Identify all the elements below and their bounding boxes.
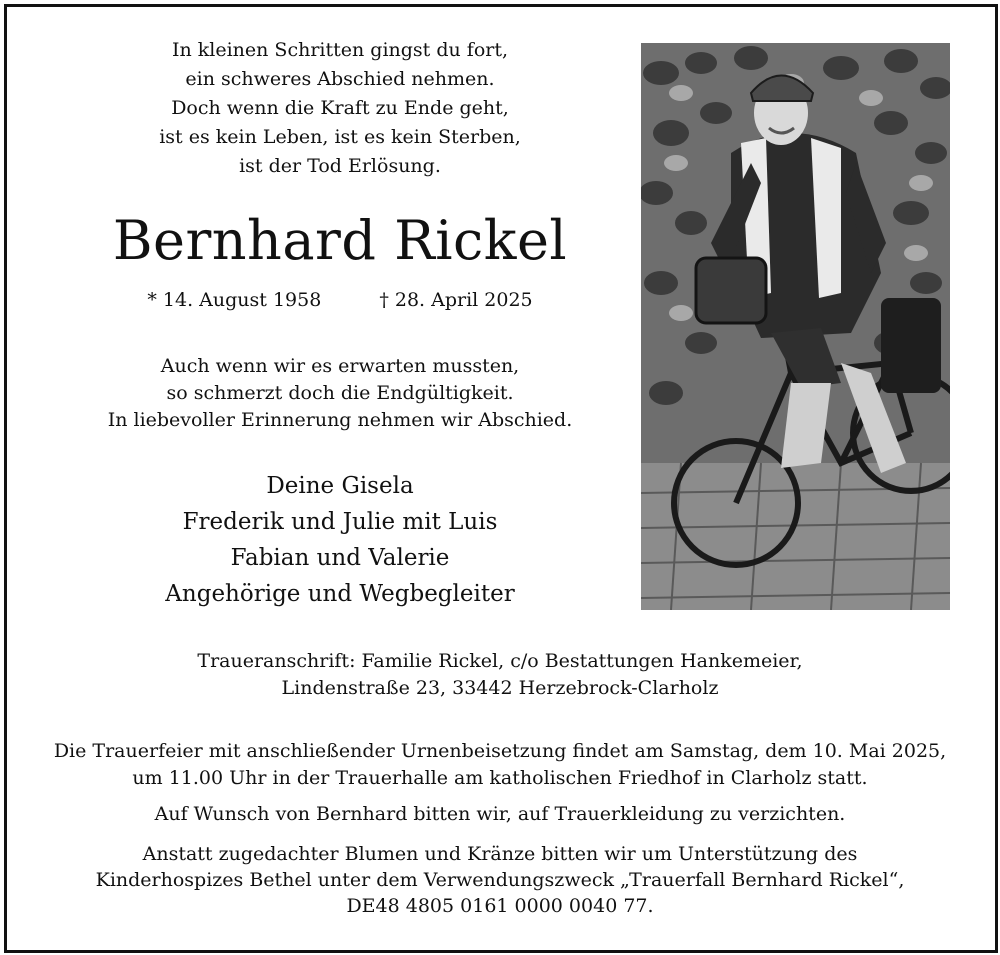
poem [60,36,620,181]
poem-line: ein schweres Abschied nehmen. [185,68,495,90]
donation-line: Anstatt zugedachter Blumen und Kränze bitten wir um Unterstützung des [142,843,858,865]
mourner: Angehörige und Wegbegleiter [165,581,515,607]
ceremony-info [20,738,980,792]
mourner: Frederik und Julie mit Luis [182,509,498,535]
dress-code-note: Auf Wunsch von Bernhard bitten wir, auf Trauerkleidung zu verzichten. [154,803,846,825]
mourner: Fabian und Valerie [230,545,450,571]
ceremony-line: Die Trauerfeier mit anschließender Urnenbeisetzung findet am Samstag, dem 10. Mai 2025, [53,740,947,762]
mourner: Deine Gisela [266,473,414,499]
address-line: Lindenstraße 23, 33442 Herzebrock-Clarholz [281,677,719,699]
life-dates [60,285,620,315]
poem-line: Doch wenn die Kraft zu Ende geht, [171,97,509,119]
deceased-name: Bernhard Rickel [112,209,568,272]
message-line: In liebevoller Erinnerung nehmen wir Abschied. [107,409,573,431]
ceremony-line: um 11.00 Uhr in der Trauerhalle am katholischen Friedhof in Clarholz statt. [132,767,868,789]
farewell-message [40,353,640,434]
message-line: Auch wenn wir es erwarten mussten, [160,355,520,377]
address-line: Traueranschrift: Familie Rickel, c/o Bestattungen Hankemeier, [197,650,803,672]
death-date: † 28. April 2025 [379,289,533,311]
birth-date: * 14. August 1958 [147,289,322,311]
mourners-list [60,468,620,612]
poem-line: In kleinen Schritten gingst du fort, [171,39,509,61]
portrait-photo [641,43,950,610]
donation-line: Kinderhospizes Bethel unter dem Verwendungszweck „Trauerfall Bernhard Rickel“, [95,869,905,891]
mourning-address [40,648,960,702]
iban: DE48 4805 0161 0000 0040 77. [346,895,654,917]
poem-line: ist der Tod Erlösung. [239,155,441,177]
donation-request [20,841,980,919]
message-line: so schmerzt doch die Endgültigkeit. [166,382,514,404]
poem-line: ist es kein Leben, ist es kein Sterben, [159,126,521,148]
